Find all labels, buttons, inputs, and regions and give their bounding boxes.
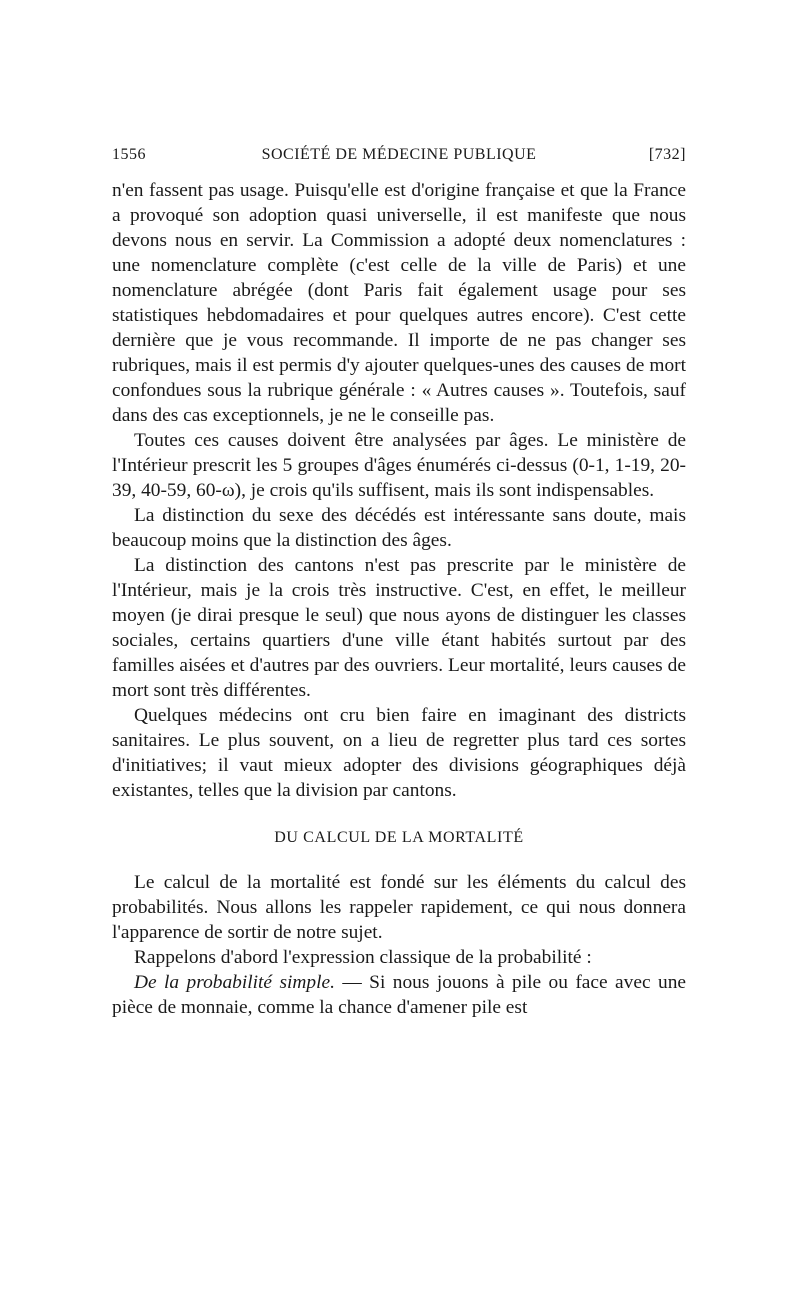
paragraph: Quelques médecins ont cru bien faire en imaginant des districts sanitaires. Le plus souvent, on a lieu de regretter plus tard ces sortes d'initiatives; il vaut mieux adopter des divisions géographiques déjà existantes, telles que la division par cantons. [112, 705, 686, 801]
paragraph: Toutes ces causes doivent être analysées par âges. Le ministère de l'Intérieur prescrit les 5 groupes d'âges énumérés ci-dessus (0-1, 1-19, 20-39, 40-59, 60-ω), je crois qu'ils suffisent, mais ils sont indispensables. [112, 430, 686, 501]
document-page [112, 146, 686, 1020]
bracket-page-number: [732] [648, 146, 686, 163]
running-head [112, 146, 686, 172]
paragraph-probability [112, 970, 686, 1020]
paragraph: Rappelons d'abord l'expression classique de la probabilité : [134, 947, 592, 968]
body-text [112, 178, 686, 1020]
section-heading: DU CALCUL DE LA MORTALITÉ [274, 829, 524, 846]
paragraph-text: — Si nous jouons à pile ou face avec une pièce de monnaie, comme la chance d'amener pile est [112, 972, 686, 1018]
page-number: 1556 [112, 146, 146, 163]
paragraph: La distinction des cantons n'est pas prescrite par le ministère de l'Intérieur, mais je la crois très instructive. C'est, en effet, le meilleur moyen (je dirai presque le seul) que nous ayons de distinguer les classes sociales, certains quartiers d'une ville étant habités surtout par des familles aisées et d'autres par des ouvriers. Leur mortalité, leurs causes de mort sont très différentes. [112, 555, 686, 701]
italic-subheading: De la probabilité simple. [134, 972, 335, 993]
paragraph: Le calcul de la mortalité est fondé sur les éléments du calcul des probabilités. Nous allons les rappeler rapidement, ce qui nous donnera l'apparence de sortir de notre sujet. [112, 872, 686, 943]
paragraph-continued: n'en fassent pas usage. Puisqu'elle est d'origine française et que la France a provoqué son adoption quasi universelle, il est manifeste que nous devons nous en servir. La Commission a adopté deux nomenclatures : une nomenclature complète (c'est celle de la ville de Paris) et une nomenclature abrégée (dont Paris fait également usage pour ses statistiques hebdomadaires et pour quelques autres encore). C'est cette dernière que je vous recommande. Il importe de ne pas changer ses rubriques, mais il est permis d'y ajouter quelques-unes des causes de mort confondues sous la rubrique générale : « Autres causes ». Toutefois, sauf dans des cas exceptionnels, je ne le conseille pas. [112, 180, 686, 426]
paragraph: La distinction du sexe des décédés est intéressante sans doute, mais beaucoup moins que la distinction des âges. [112, 505, 686, 551]
running-title: SOCIÉTÉ DE MÉDECINE PUBLIQUE [261, 146, 537, 163]
